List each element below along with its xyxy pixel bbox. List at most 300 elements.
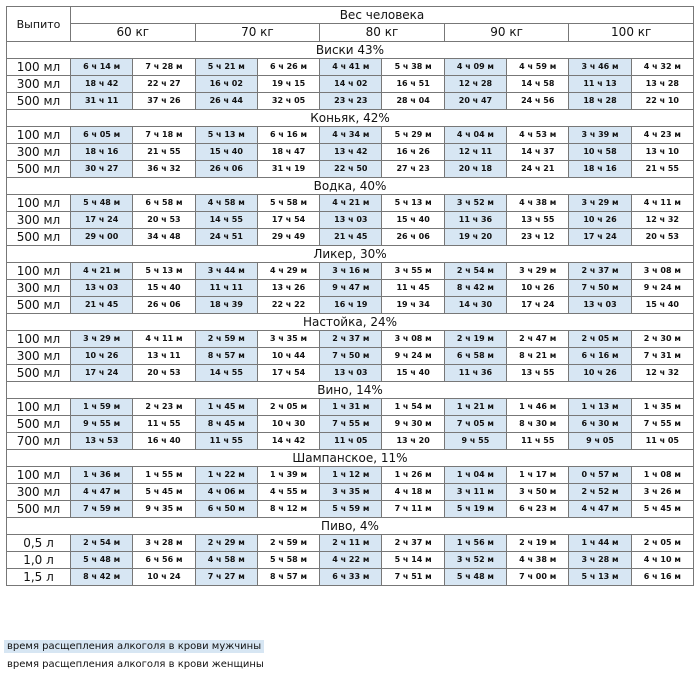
section-title: Ликер, 30% [7, 246, 694, 263]
men-time-cell: 9 ч 47 м [320, 280, 382, 297]
volume-cell: 100 мл [7, 59, 71, 76]
women-time-cell: 4 ч 11 м [631, 195, 693, 212]
men-time-cell: 5 ч 13 м [195, 127, 257, 144]
volume-cell: 1,5 л [7, 569, 71, 586]
men-time-cell: 2 ч 54 м [71, 535, 133, 552]
section-title: Пиво, 4% [7, 518, 694, 535]
women-time-cell: 22 ч 27 [133, 76, 195, 93]
men-time-cell: 2 ч 52 м [569, 484, 631, 501]
section-title: Настойка, 24% [7, 314, 694, 331]
women-time-cell: 5 ч 45 м [631, 501, 693, 518]
women-time-cell: 14 ч 42 [257, 433, 319, 450]
men-time-cell: 10 ч 26 [569, 365, 631, 382]
men-time-cell: 11 ч 55 [195, 433, 257, 450]
women-time-cell: 11 ч 55 [507, 433, 569, 450]
table-row [7, 127, 694, 144]
men-time-cell: 17 ч 24 [71, 365, 133, 382]
women-time-cell: 3 ч 29 м [507, 263, 569, 280]
table-row [7, 280, 694, 297]
men-time-cell: 5 ч 48 м [71, 195, 133, 212]
men-time-cell: 7 ч 55 м [320, 416, 382, 433]
women-time-cell: 2 ч 23 м [133, 399, 195, 416]
table-row [7, 195, 694, 212]
men-time-cell: 13 ч 42 [320, 144, 382, 161]
men-time-cell: 4 ч 34 м [320, 127, 382, 144]
women-time-cell: 5 ч 38 м [382, 59, 444, 76]
women-time-cell: 17 ч 54 [257, 212, 319, 229]
volume-cell: 500 мл [7, 229, 71, 246]
women-time-cell: 37 ч 26 [133, 93, 195, 110]
volume-cell: 100 мл [7, 263, 71, 280]
women-time-cell: 13 ч 20 [382, 433, 444, 450]
men-time-cell: 2 ч 59 м [195, 331, 257, 348]
men-time-cell: 10 ч 58 [569, 144, 631, 161]
men-time-cell: 3 ч 35 м [320, 484, 382, 501]
women-time-cell: 31 ч 19 [257, 161, 319, 178]
women-time-cell: 2 ч 47 м [507, 331, 569, 348]
volume-cell: 300 мл [7, 76, 71, 93]
table-row [7, 467, 694, 484]
section-row [7, 314, 694, 331]
women-time-cell: 2 ч 37 м [382, 535, 444, 552]
women-time-cell: 1 ч 39 м [257, 467, 319, 484]
women-time-cell: 1 ч 08 м [631, 467, 693, 484]
women-time-cell: 20 ч 53 [133, 212, 195, 229]
women-time-cell: 12 ч 32 [631, 365, 693, 382]
men-time-cell: 11 ч 36 [444, 212, 506, 229]
women-time-cell: 4 ч 32 м [631, 59, 693, 76]
section-title: Виски 43% [7, 42, 694, 59]
table-row [7, 161, 694, 178]
men-time-cell: 8 ч 42 м [71, 569, 133, 586]
women-time-cell: 36 ч 32 [133, 161, 195, 178]
men-time-cell: 3 ч 16 м [320, 263, 382, 280]
men-time-cell: 3 ч 29 м [71, 331, 133, 348]
section-row [7, 110, 694, 127]
women-time-cell: 5 ч 14 м [382, 552, 444, 569]
women-time-cell: 8 ч 21 м [507, 348, 569, 365]
men-time-cell: 4 ч 41 м [320, 59, 382, 76]
section-row [7, 382, 694, 399]
women-time-cell: 7 ч 11 м [382, 501, 444, 518]
table-row [7, 399, 694, 416]
women-time-cell: 1 ч 26 м [382, 467, 444, 484]
men-time-cell: 3 ч 29 м [569, 195, 631, 212]
women-time-cell: 10 ч 24 [133, 569, 195, 586]
women-time-cell: 4 ч 29 м [257, 263, 319, 280]
section-row [7, 178, 694, 195]
section-title: Водка, 40% [7, 178, 694, 195]
volume-cell: 300 мл [7, 348, 71, 365]
men-time-cell: 4 ч 47 м [71, 484, 133, 501]
women-time-cell: 4 ч 59 м [507, 59, 569, 76]
men-time-cell: 23 ч 23 [320, 93, 382, 110]
men-time-cell: 2 ч 11 м [320, 535, 382, 552]
women-time-cell: 15 ч 40 [382, 212, 444, 229]
men-time-cell: 1 ч 12 м [320, 467, 382, 484]
men-time-cell: 0 ч 57 м [569, 467, 631, 484]
women-time-cell: 5 ч 45 м [133, 484, 195, 501]
women-time-cell: 15 ч 40 [133, 280, 195, 297]
women-time-cell: 3 ч 55 м [382, 263, 444, 280]
men-time-cell: 6 ч 58 м [444, 348, 506, 365]
table-row [7, 229, 694, 246]
men-time-cell: 3 ч 52 м [444, 552, 506, 569]
volume-cell: 100 мл [7, 127, 71, 144]
men-time-cell: 9 ч 05 [569, 433, 631, 450]
women-time-cell: 13 ч 26 [257, 280, 319, 297]
women-time-cell: 13 ч 10 [631, 144, 693, 161]
men-time-cell: 20 ч 47 [444, 93, 506, 110]
men-time-cell: 6 ч 30 м [569, 416, 631, 433]
women-time-cell: 15 ч 40 [382, 365, 444, 382]
volume-cell: 100 мл [7, 331, 71, 348]
women-time-cell: 8 ч 12 м [257, 501, 319, 518]
men-time-cell: 7 ч 59 м [71, 501, 133, 518]
header-row-2 [7, 23, 694, 41]
women-time-cell: 11 ч 05 [631, 433, 693, 450]
women-time-cell: 2 ч 59 м [257, 535, 319, 552]
table-row [7, 433, 694, 450]
men-time-cell: 13 ч 03 [569, 297, 631, 314]
men-time-cell: 3 ч 46 м [569, 59, 631, 76]
women-time-cell: 26 ч 06 [382, 229, 444, 246]
men-time-cell: 10 ч 26 [569, 212, 631, 229]
section-title: Коньяк, 42% [7, 110, 694, 127]
men-time-cell: 7 ч 50 м [569, 280, 631, 297]
header-row-1 [7, 7, 694, 24]
women-time-cell: 7 ч 28 м [133, 59, 195, 76]
women-time-cell: 14 ч 58 [507, 76, 569, 93]
table-row [7, 212, 694, 229]
men-time-cell: 20 ч 18 [444, 161, 506, 178]
volume-cell: 300 мл [7, 144, 71, 161]
men-time-cell: 11 ч 05 [320, 433, 382, 450]
men-time-cell: 21 ч 45 [320, 229, 382, 246]
section-title: Вино, 14% [7, 382, 694, 399]
men-time-cell: 13 ч 03 [320, 365, 382, 382]
women-time-cell: 4 ч 38 м [507, 195, 569, 212]
men-time-cell: 12 ч 11 [444, 144, 506, 161]
women-time-cell: 13 ч 11 [133, 348, 195, 365]
men-time-cell: 18 ч 16 [71, 144, 133, 161]
women-time-cell: 20 ч 53 [631, 229, 693, 246]
women-time-cell: 6 ч 58 м [133, 195, 195, 212]
women-time-cell: 13 ч 55 [507, 212, 569, 229]
volume-cell: 500 мл [7, 297, 71, 314]
women-time-cell: 26 ч 06 [133, 297, 195, 314]
women-time-cell: 29 ч 49 [257, 229, 319, 246]
women-time-cell: 1 ч 35 м [631, 399, 693, 416]
volume-cell: 300 мл [7, 484, 71, 501]
men-time-cell: 31 ч 11 [71, 93, 133, 110]
men-time-cell: 16 ч 02 [195, 76, 257, 93]
men-time-cell: 9 ч 55 м [71, 416, 133, 433]
table-row [7, 365, 694, 382]
men-time-cell: 4 ч 58 м [195, 195, 257, 212]
men-time-cell: 4 ч 58 м [195, 552, 257, 569]
men-time-cell: 4 ч 04 м [444, 127, 506, 144]
women-time-cell: 13 ч 55 [507, 365, 569, 382]
women-time-cell: 24 ч 56 [507, 93, 569, 110]
men-time-cell: 1 ч 22 м [195, 467, 257, 484]
table-row [7, 535, 694, 552]
women-time-cell: 15 ч 40 [631, 297, 693, 314]
women-time-cell: 19 ч 15 [257, 76, 319, 93]
men-time-cell: 21 ч 45 [71, 297, 133, 314]
men-time-cell: 1 ч 56 м [444, 535, 506, 552]
women-time-cell: 24 ч 21 [507, 161, 569, 178]
women-time-cell: 3 ч 08 м [382, 331, 444, 348]
men-time-cell: 9 ч 55 [444, 433, 506, 450]
women-time-cell: 2 ч 05 м [257, 399, 319, 416]
women-time-cell: 21 ч 55 [133, 144, 195, 161]
volume-cell: 500 мл [7, 161, 71, 178]
men-time-cell: 7 ч 50 м [320, 348, 382, 365]
women-time-cell: 4 ч 53 м [507, 127, 569, 144]
men-time-cell: 8 ч 42 м [444, 280, 506, 297]
volume-cell: 100 мл [7, 467, 71, 484]
women-time-cell: 5 ч 13 м [382, 195, 444, 212]
section-row [7, 42, 694, 59]
section-row [7, 518, 694, 535]
men-time-cell: 26 ч 44 [195, 93, 257, 110]
volume-cell: 300 мл [7, 212, 71, 229]
women-time-cell: 1 ч 17 м [507, 467, 569, 484]
table-row [7, 484, 694, 501]
men-time-cell: 3 ч 39 м [569, 127, 631, 144]
alcohol-table [6, 6, 694, 586]
men-time-cell: 14 ч 55 [195, 365, 257, 382]
women-time-cell: 3 ч 26 м [631, 484, 693, 501]
men-time-cell: 19 ч 20 [444, 229, 506, 246]
women-time-cell: 9 ч 35 м [133, 501, 195, 518]
table-row [7, 552, 694, 569]
women-time-cell: 4 ч 23 м [631, 127, 693, 144]
men-time-cell: 3 ч 11 м [444, 484, 506, 501]
men-time-cell: 29 ч 00 [71, 229, 133, 246]
men-time-cell: 2 ч 54 м [444, 263, 506, 280]
header-weight-70: 70 кг [195, 23, 320, 41]
men-time-cell: 30 ч 27 [71, 161, 133, 178]
volume-cell: 700 мл [7, 433, 71, 450]
women-time-cell: 7 ч 00 м [507, 569, 569, 586]
women-time-cell: 5 ч 58 м [257, 552, 319, 569]
table-row [7, 569, 694, 586]
women-time-cell: 2 ч 19 м [507, 535, 569, 552]
table-row [7, 348, 694, 365]
men-time-cell: 2 ч 19 м [444, 331, 506, 348]
men-time-cell: 18 ч 39 [195, 297, 257, 314]
women-time-cell: 2 ч 30 м [631, 331, 693, 348]
men-time-cell: 2 ч 29 м [195, 535, 257, 552]
men-time-cell: 6 ч 14 м [71, 59, 133, 76]
women-time-cell: 8 ч 57 м [257, 569, 319, 586]
men-time-cell: 7 ч 05 м [444, 416, 506, 433]
men-time-cell: 4 ч 06 м [195, 484, 257, 501]
men-time-cell: 22 ч 50 [320, 161, 382, 178]
men-time-cell: 13 ч 03 [320, 212, 382, 229]
men-time-cell: 1 ч 04 м [444, 467, 506, 484]
volume-cell: 500 мл [7, 416, 71, 433]
men-time-cell: 2 ч 37 м [320, 331, 382, 348]
men-time-cell: 1 ч 13 м [569, 399, 631, 416]
men-time-cell: 1 ч 59 м [71, 399, 133, 416]
men-time-cell: 16 ч 19 [320, 297, 382, 314]
header-weight-90: 90 кг [444, 23, 569, 41]
women-time-cell: 22 ч 22 [257, 297, 319, 314]
women-time-cell: 12 ч 32 [631, 212, 693, 229]
men-time-cell: 4 ч 21 м [71, 263, 133, 280]
volume-cell: 500 мл [7, 501, 71, 518]
women-time-cell: 4 ч 10 м [631, 552, 693, 569]
men-time-cell: 5 ч 48 м [71, 552, 133, 569]
men-time-cell: 2 ч 05 м [569, 331, 631, 348]
women-time-cell: 9 ч 24 м [631, 280, 693, 297]
volume-cell: 500 мл [7, 93, 71, 110]
table-row [7, 263, 694, 280]
men-time-cell: 4 ч 09 м [444, 59, 506, 76]
women-time-cell: 16 ч 51 [382, 76, 444, 93]
women-time-cell: 5 ч 13 м [133, 263, 195, 280]
women-time-cell: 5 ч 58 м [257, 195, 319, 212]
women-time-cell: 6 ч 23 м [507, 501, 569, 518]
women-time-cell: 16 ч 26 [382, 144, 444, 161]
women-time-cell: 21 ч 55 [631, 161, 693, 178]
women-time-cell: 6 ч 26 м [257, 59, 319, 76]
men-time-cell: 1 ч 44 м [569, 535, 631, 552]
women-time-cell: 3 ч 08 м [631, 263, 693, 280]
women-time-cell: 4 ч 18 м [382, 484, 444, 501]
men-time-cell: 18 ч 28 [569, 93, 631, 110]
header-weight-100: 100 кг [569, 23, 694, 41]
men-time-cell: 5 ч 13 м [569, 569, 631, 586]
women-time-cell: 9 ч 30 м [382, 416, 444, 433]
women-time-cell: 34 ч 48 [133, 229, 195, 246]
men-time-cell: 14 ч 30 [444, 297, 506, 314]
men-time-cell: 26 ч 06 [195, 161, 257, 178]
women-time-cell: 1 ч 54 м [382, 399, 444, 416]
men-time-cell: 6 ч 05 м [71, 127, 133, 144]
women-time-cell: 10 ч 26 [507, 280, 569, 297]
women-time-cell: 3 ч 28 м [133, 535, 195, 552]
men-time-cell: 24 ч 51 [195, 229, 257, 246]
men-time-cell: 4 ч 47 м [569, 501, 631, 518]
women-time-cell: 11 ч 55 [133, 416, 195, 433]
men-time-cell: 12 ч 28 [444, 76, 506, 93]
women-time-cell: 17 ч 54 [257, 365, 319, 382]
men-time-cell: 11 ч 36 [444, 365, 506, 382]
women-time-cell: 18 ч 47 [257, 144, 319, 161]
women-time-cell: 4 ч 11 м [133, 331, 195, 348]
section-row [7, 450, 694, 467]
legend-men: время расщепления алкоголя в крови мужчины [4, 640, 264, 653]
section-row [7, 246, 694, 263]
women-time-cell: 13 ч 28 [631, 76, 693, 93]
section-title: Шампанское, 11% [7, 450, 694, 467]
women-time-cell: 5 ч 29 м [382, 127, 444, 144]
women-time-cell: 20 ч 53 [133, 365, 195, 382]
men-time-cell: 2 ч 37 м [569, 263, 631, 280]
men-time-cell: 8 ч 57 м [195, 348, 257, 365]
women-time-cell: 6 ч 56 м [133, 552, 195, 569]
women-time-cell: 6 ч 16 м [631, 569, 693, 586]
volume-cell: 100 мл [7, 195, 71, 212]
men-time-cell: 1 ч 36 м [71, 467, 133, 484]
men-time-cell: 11 ч 11 [195, 280, 257, 297]
men-time-cell: 11 ч 13 [569, 76, 631, 93]
men-time-cell: 7 ч 27 м [195, 569, 257, 586]
women-time-cell: 32 ч 05 [257, 93, 319, 110]
table-row [7, 297, 694, 314]
men-time-cell: 1 ч 21 м [444, 399, 506, 416]
women-time-cell: 4 ч 38 м [507, 552, 569, 569]
table-row [7, 501, 694, 518]
men-time-cell: 6 ч 50 м [195, 501, 257, 518]
men-time-cell: 8 ч 45 м [195, 416, 257, 433]
men-time-cell: 17 ч 24 [71, 212, 133, 229]
volume-cell: 1,0 л [7, 552, 71, 569]
header-vypito: Выпито [7, 7, 71, 42]
men-time-cell: 5 ч 59 м [320, 501, 382, 518]
women-time-cell: 28 ч 04 [382, 93, 444, 110]
men-time-cell: 5 ч 19 м [444, 501, 506, 518]
women-time-cell: 27 ч 23 [382, 161, 444, 178]
men-time-cell: 10 ч 26 [71, 348, 133, 365]
men-time-cell: 5 ч 21 м [195, 59, 257, 76]
women-time-cell: 11 ч 45 [382, 280, 444, 297]
table-row [7, 76, 694, 93]
header-weight-title: Вес человека [71, 7, 694, 24]
volume-cell: 300 мл [7, 280, 71, 297]
women-time-cell: 8 ч 30 м [507, 416, 569, 433]
volume-cell: 100 мл [7, 399, 71, 416]
header-weight-60: 60 кг [71, 23, 196, 41]
women-time-cell: 16 ч 40 [133, 433, 195, 450]
women-time-cell: 10 ч 30 [257, 416, 319, 433]
women-time-cell: 2 ч 05 м [631, 535, 693, 552]
table-row [7, 144, 694, 161]
women-time-cell: 9 ч 24 м [382, 348, 444, 365]
men-time-cell: 5 ч 48 м [444, 569, 506, 586]
men-time-cell: 14 ч 02 [320, 76, 382, 93]
women-time-cell: 7 ч 55 м [631, 416, 693, 433]
men-time-cell: 13 ч 53 [71, 433, 133, 450]
table-row [7, 93, 694, 110]
volume-cell: 500 мл [7, 365, 71, 382]
men-time-cell: 3 ч 52 м [444, 195, 506, 212]
men-time-cell: 3 ч 44 м [195, 263, 257, 280]
men-time-cell: 14 ч 55 [195, 212, 257, 229]
men-time-cell: 6 ч 16 м [569, 348, 631, 365]
men-time-cell: 1 ч 45 м [195, 399, 257, 416]
women-time-cell: 23 ч 12 [507, 229, 569, 246]
legend-women: время расщепления алкоголя в крови женщины [4, 658, 267, 671]
women-time-cell: 1 ч 46 м [507, 399, 569, 416]
women-time-cell: 14 ч 37 [507, 144, 569, 161]
header-weight-80: 80 кг [320, 23, 445, 41]
women-time-cell: 17 ч 24 [507, 297, 569, 314]
women-time-cell: 7 ч 18 м [133, 127, 195, 144]
women-time-cell: 3 ч 35 м [257, 331, 319, 348]
men-time-cell: 1 ч 31 м [320, 399, 382, 416]
women-time-cell: 7 ч 51 м [382, 569, 444, 586]
table-row [7, 59, 694, 76]
table-row [7, 331, 694, 348]
women-time-cell: 19 ч 34 [382, 297, 444, 314]
men-time-cell: 17 ч 24 [569, 229, 631, 246]
men-time-cell: 13 ч 03 [71, 280, 133, 297]
